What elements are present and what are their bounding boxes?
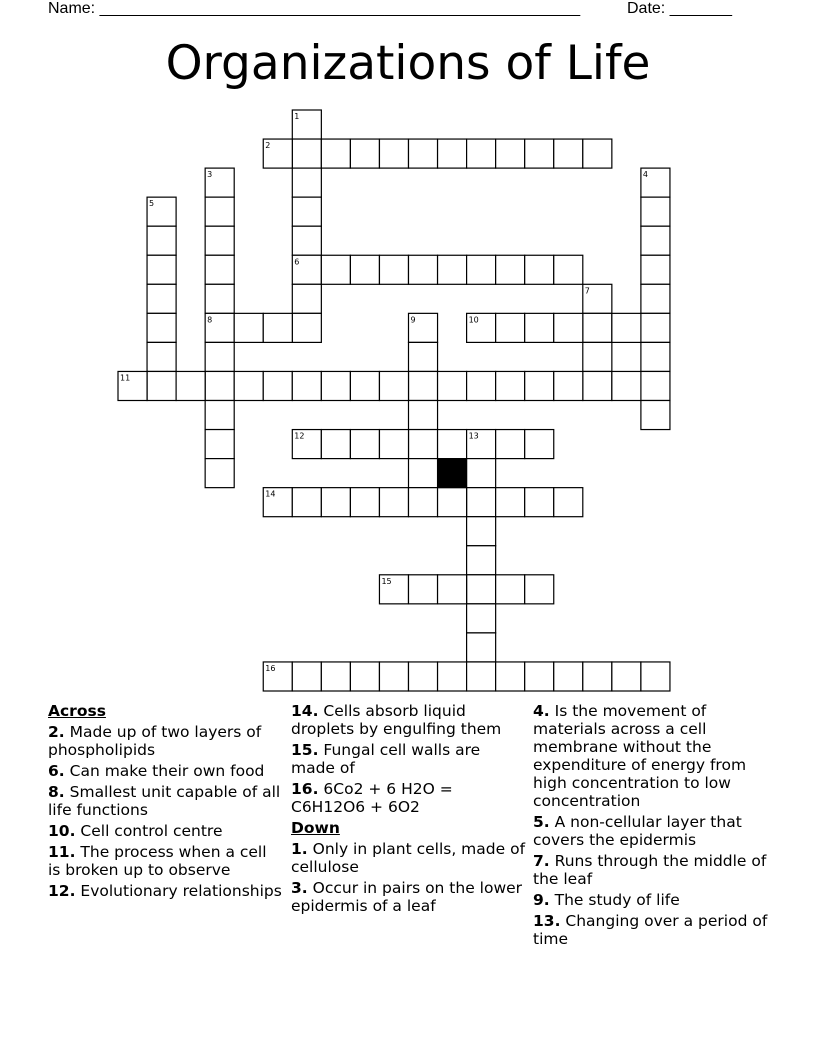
grid-cell[interactable] xyxy=(350,371,379,400)
clue-down-1: 1. Only in plant cells, made of cellulose xyxy=(291,840,526,876)
grid-cell[interactable] xyxy=(467,662,496,691)
grid-cell[interactable] xyxy=(292,168,321,197)
grid-cell[interactable] xyxy=(292,488,321,517)
grid-cell[interactable] xyxy=(321,488,350,517)
cell-number: 10 xyxy=(468,315,479,325)
black-cell xyxy=(438,459,467,488)
clue-down-3: 3. Occur in pairs on the lower epidermis of a leaf xyxy=(291,879,523,915)
grid-cell[interactable] xyxy=(612,662,641,691)
name-field[interactable]: Name: ______________________________________________________ xyxy=(48,0,581,17)
grid-cell[interactable] xyxy=(467,517,496,546)
grid-cell[interactable] xyxy=(205,401,234,430)
grid-cell[interactable] xyxy=(409,488,438,517)
clue-across-11: 11. The process when a cell is broken up to observe xyxy=(48,843,267,879)
grid-cell[interactable] xyxy=(147,313,176,342)
grid-cell[interactable] xyxy=(525,255,554,284)
grid-cell[interactable] xyxy=(496,488,525,517)
grid-cell[interactable] xyxy=(234,313,263,342)
grid-cell[interactable] xyxy=(205,284,234,313)
cell-number: 6 xyxy=(294,257,300,267)
grid-cell[interactable] xyxy=(409,459,438,488)
grid-cell[interactable] xyxy=(321,139,350,168)
grid-cell[interactable] xyxy=(554,371,583,400)
grid-cell[interactable] xyxy=(234,371,263,400)
cell-number: 7 xyxy=(584,286,590,296)
grid-cell[interactable] xyxy=(205,371,234,400)
grid-cell[interactable] xyxy=(525,430,554,459)
page-title: Organizations of Life xyxy=(165,36,651,91)
grid-cell[interactable] xyxy=(350,255,379,284)
cell-number: 8 xyxy=(207,315,213,325)
grid-cell[interactable] xyxy=(379,255,408,284)
grid-cell[interactable] xyxy=(350,488,379,517)
grid-cell[interactable] xyxy=(321,371,350,400)
grid-cell[interactable] xyxy=(292,139,321,168)
grid-cell[interactable] xyxy=(467,255,496,284)
grid-cell[interactable] xyxy=(409,430,438,459)
grid-cell[interactable] xyxy=(147,371,176,400)
grid-cell[interactable] xyxy=(263,313,292,342)
grid-cell[interactable] xyxy=(292,226,321,255)
grid-cell[interactable] xyxy=(525,662,554,691)
grid-cell[interactable] xyxy=(525,139,554,168)
clue-across-14: 14. Cells absorb liquid droplets by engulfing them xyxy=(291,702,502,738)
clue-across-2: 2. Made up of two layers of phospholipids xyxy=(48,723,262,759)
grid-cell[interactable] xyxy=(438,139,467,168)
grid-cell[interactable] xyxy=(496,313,525,342)
grid-cell[interactable] xyxy=(496,255,525,284)
grid-cell[interactable] xyxy=(641,313,670,342)
grid-cell[interactable] xyxy=(496,430,525,459)
grid-cell[interactable] xyxy=(321,430,350,459)
grid-cell[interactable] xyxy=(554,313,583,342)
grid-cell[interactable] xyxy=(467,546,496,575)
grid-cell[interactable] xyxy=(467,371,496,400)
grid-cell[interactable] xyxy=(147,284,176,313)
grid-cell[interactable] xyxy=(438,430,467,459)
grid-cell[interactable] xyxy=(379,662,408,691)
grid-cell[interactable] xyxy=(583,371,612,400)
grid-cell[interactable] xyxy=(641,197,670,226)
grid-cell[interactable] xyxy=(409,371,438,400)
grid-cell[interactable] xyxy=(496,139,525,168)
grid-cell[interactable] xyxy=(525,371,554,400)
grid-cell[interactable] xyxy=(147,255,176,284)
grid-cell[interactable] xyxy=(292,313,321,342)
grid-cell[interactable] xyxy=(496,662,525,691)
grid-cell[interactable] xyxy=(525,575,554,604)
grid-cell[interactable] xyxy=(496,575,525,604)
cell-number: 9 xyxy=(410,315,416,325)
grid-cell[interactable] xyxy=(292,371,321,400)
cell-number: 12 xyxy=(294,431,305,441)
grid-cell[interactable] xyxy=(467,633,496,662)
cell-number: 5 xyxy=(149,199,155,209)
grid-cell[interactable] xyxy=(641,255,670,284)
clue-down-4: 4. Is the movement of materials across a cell membrane without the expenditure of energy from high concentration to low concentration xyxy=(533,702,747,810)
grid-cell[interactable] xyxy=(554,255,583,284)
grid-cell[interactable] xyxy=(292,662,321,691)
grid-cell[interactable] xyxy=(641,284,670,313)
grid-cell[interactable] xyxy=(350,662,379,691)
grid-cell[interactable] xyxy=(409,342,438,371)
grid-cell[interactable] xyxy=(496,371,525,400)
grid-cell[interactable] xyxy=(409,139,438,168)
grid-cell[interactable] xyxy=(554,488,583,517)
clue-across-8: 8. Smallest unit capable of all life functions xyxy=(48,783,281,819)
cell-number: 16 xyxy=(265,663,276,673)
grid-cell[interactable] xyxy=(409,255,438,284)
grid-cell[interactable] xyxy=(350,139,379,168)
grid-cell[interactable] xyxy=(554,662,583,691)
grid-cell[interactable] xyxy=(176,371,205,400)
grid-cell[interactable] xyxy=(554,139,583,168)
grid-cell[interactable] xyxy=(205,197,234,226)
across-heading: Across xyxy=(48,702,106,720)
grid-cell[interactable] xyxy=(438,575,467,604)
clue-down-7: 7. Runs through the middle of the leaf xyxy=(533,852,767,888)
grid-cell[interactable] xyxy=(379,430,408,459)
grid-cell[interactable] xyxy=(292,197,321,226)
grid-cell[interactable] xyxy=(205,255,234,284)
cell-number: 4 xyxy=(642,170,648,180)
grid-cell[interactable] xyxy=(379,371,408,400)
grid-cell[interactable] xyxy=(205,459,234,488)
clue-across-16: 16. 6Co2 + 6 H2O = C6H12O6 + 6O2 xyxy=(291,780,453,816)
grid-cell[interactable] xyxy=(641,342,670,371)
grid-cell[interactable] xyxy=(612,371,641,400)
grid-cell[interactable] xyxy=(350,430,379,459)
grid-cell[interactable] xyxy=(438,662,467,691)
grid-cell[interactable] xyxy=(409,575,438,604)
grid-cell[interactable] xyxy=(467,139,496,168)
grid-cell[interactable] xyxy=(525,488,554,517)
clue-down-9: 9. The study of life xyxy=(533,891,680,909)
grid-cell[interactable] xyxy=(321,255,350,284)
grid-cell[interactable] xyxy=(583,139,612,168)
grid-cell[interactable] xyxy=(409,662,438,691)
grid-cell[interactable] xyxy=(438,255,467,284)
cell-number: 13 xyxy=(468,431,479,441)
cell-number: 11 xyxy=(120,373,131,383)
grid-cell[interactable] xyxy=(583,342,612,371)
grid-cell[interactable] xyxy=(641,401,670,430)
grid-cell[interactable] xyxy=(583,313,612,342)
clue-across-6: 6. Can make their own food xyxy=(48,762,265,780)
clue-down-5: 5. A non-cellular layer that covers the epidermis xyxy=(533,813,742,849)
grid-cell[interactable] xyxy=(321,662,350,691)
clue-across-15: 15. Fungal cell walls are made of xyxy=(291,741,481,777)
cell-number: 14 xyxy=(265,489,276,499)
grid-cell[interactable] xyxy=(438,371,467,400)
grid-cell[interactable] xyxy=(263,371,292,400)
grid-cell[interactable] xyxy=(525,313,554,342)
grid-cell[interactable] xyxy=(641,371,670,400)
grid-cell[interactable] xyxy=(205,226,234,255)
clues-column-2 xyxy=(291,702,526,918)
clues-column-3 xyxy=(533,702,773,951)
cell-number: 1 xyxy=(294,112,300,121)
clue-down-13: 13. Changing over a period of time xyxy=(533,912,768,948)
grid-cell[interactable] xyxy=(467,604,496,633)
clue-across-10: 10. Cell control centre xyxy=(48,822,223,840)
cell-number: 3 xyxy=(207,170,213,180)
cell-number: 15 xyxy=(381,576,392,586)
clues-column-1 xyxy=(48,702,283,903)
grid-cell[interactable] xyxy=(379,488,408,517)
grid-cell[interactable] xyxy=(147,342,176,371)
grid-cell[interactable] xyxy=(379,139,408,168)
grid-cell[interactable] xyxy=(467,459,496,488)
grid-cell[interactable] xyxy=(205,430,234,459)
grid-cell[interactable] xyxy=(409,401,438,430)
grid-cell[interactable] xyxy=(292,284,321,313)
grid-cell[interactable] xyxy=(467,575,496,604)
grid-cell[interactable] xyxy=(612,313,641,342)
grid-cell[interactable] xyxy=(438,488,467,517)
down-heading: Down xyxy=(291,819,340,837)
grid-cell[interactable] xyxy=(641,226,670,255)
clue-across-12: 12. Evolutionary relationships xyxy=(48,882,282,900)
cell-number: 2 xyxy=(265,141,271,151)
grid-cell[interactable] xyxy=(641,662,670,691)
grid-cell[interactable] xyxy=(147,226,176,255)
date-field[interactable]: Date: _______ xyxy=(627,0,732,17)
grid-cell[interactable] xyxy=(583,662,612,691)
grid-cell[interactable] xyxy=(205,342,234,371)
grid-cell[interactable] xyxy=(467,488,496,517)
